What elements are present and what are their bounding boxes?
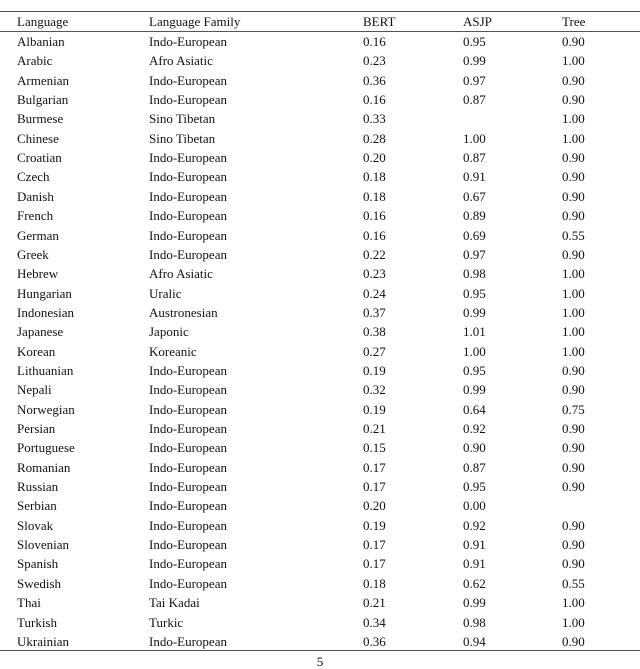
cell-asjp: 1.01 <box>463 324 486 340</box>
cell-tree: 0.90 <box>562 556 585 572</box>
cell-tree: 0.55 <box>562 227 585 243</box>
table-row <box>0 438 640 457</box>
cell-family: Indo-European <box>149 537 227 553</box>
cell-bert: 0.19 <box>363 517 386 533</box>
cell-family: Indo-European <box>149 208 227 224</box>
table-bottom-rule <box>0 650 640 651</box>
cell-family: Uralic <box>149 285 182 301</box>
cell-tree: 0.90 <box>562 537 585 553</box>
cell-tree: 0.55 <box>562 575 585 591</box>
header-asjp: ASJP <box>463 14 492 29</box>
cell-asjp: 0.91 <box>463 169 486 185</box>
cell-family: Afro Asiatic <box>149 53 213 69</box>
cell-asjp: 0.98 <box>463 614 486 630</box>
cell-bert: 0.19 <box>363 401 386 417</box>
cell-family: Indo-European <box>149 246 227 262</box>
cell-language: Croatian <box>17 150 62 166</box>
header-language: Language <box>17 14 69 29</box>
cell-language: Burmese <box>17 111 64 127</box>
cell-tree: 0.90 <box>562 150 585 166</box>
cell-tree: 0.90 <box>562 633 585 649</box>
cell-asjp: 0.99 <box>463 304 486 320</box>
header-bert: BERT <box>363 14 396 29</box>
cell-bert: 0.16 <box>363 92 386 108</box>
cell-tree: 0.90 <box>562 188 585 204</box>
cell-language: Arabic <box>17 53 53 69</box>
cell-asjp: 0.87 <box>463 150 486 166</box>
table-row <box>0 632 640 651</box>
table-row <box>0 400 640 419</box>
cell-asjp: 0.95 <box>463 362 486 378</box>
cell-language: Albanian <box>17 34 65 49</box>
table-row <box>0 109 640 128</box>
cell-tree: 1.00 <box>562 285 585 301</box>
table-row <box>0 148 640 167</box>
cell-tree: 1.00 <box>562 130 585 146</box>
cell-language: Chinese <box>17 130 59 146</box>
cell-family: Indo-European <box>149 150 227 166</box>
cell-family: Indo-European <box>149 227 227 243</box>
cell-bert: 0.15 <box>363 440 386 456</box>
cell-tree: 0.90 <box>562 479 585 495</box>
cell-tree: 0.90 <box>562 421 585 436</box>
cell-family: Indo-European <box>149 517 227 533</box>
cell-family: Indo-European <box>149 440 227 456</box>
cell-bert: 0.28 <box>363 130 386 146</box>
table-row <box>0 342 640 361</box>
table-row <box>0 554 640 573</box>
cell-tree: 0.90 <box>562 34 585 49</box>
cell-language: Czech <box>17 169 50 185</box>
table-row <box>0 574 640 593</box>
cell-family: Indo-European <box>149 34 227 49</box>
cell-language: Indonesian <box>17 304 75 320</box>
cell-language: Nepali <box>17 382 52 398</box>
table-row <box>0 477 640 496</box>
cell-bert: 0.16 <box>363 208 386 224</box>
cell-language: Lithuanian <box>17 362 74 378</box>
cell-bert: 0.27 <box>363 343 386 359</box>
cell-asjp: 1.00 <box>463 343 486 359</box>
cell-asjp: 0.98 <box>463 266 486 282</box>
cell-asjp: 0.90 <box>463 440 486 456</box>
cell-asjp: 0.87 <box>463 92 486 108</box>
cell-language: Portuguese <box>17 440 75 456</box>
cell-language: German <box>17 227 59 243</box>
cell-tree: 0.90 <box>562 362 585 378</box>
cell-tree: 1.00 <box>562 53 585 69</box>
header-language-family: Language Family <box>149 14 241 29</box>
cell-tree: 0.75 <box>562 401 585 417</box>
cell-family: Indo-European <box>149 498 227 514</box>
table-row <box>0 419 640 438</box>
cell-family: Sino Tibetan <box>149 111 216 127</box>
cell-family: Indo-European <box>149 479 227 495</box>
table-row <box>0 303 640 322</box>
cell-tree: 0.90 <box>562 382 585 398</box>
cell-bert: 0.32 <box>363 382 386 398</box>
cell-language: Ukrainian <box>17 633 69 649</box>
cell-asjp: 0.91 <box>463 537 486 553</box>
table-row <box>0 264 640 283</box>
cell-bert: 0.38 <box>363 324 386 340</box>
cell-tree: 0.90 <box>562 246 585 262</box>
cell-asjp: 0.92 <box>463 421 486 436</box>
cell-family: Indo-European <box>149 401 227 417</box>
cell-bert: 0.17 <box>363 459 386 475</box>
cell-family: Indo-European <box>149 575 227 591</box>
cell-language: Swedish <box>17 575 62 591</box>
cell-family: Indo-European <box>149 459 227 475</box>
cell-asjp: 1.00 <box>463 130 486 146</box>
cell-tree: 0.90 <box>562 92 585 108</box>
cell-family: Indo-European <box>149 92 227 108</box>
table-row <box>0 167 640 186</box>
cell-bert: 0.18 <box>363 575 386 591</box>
cell-family: Austronesian <box>149 304 218 320</box>
table-row <box>0 496 640 515</box>
cell-tree: 0.90 <box>562 517 585 533</box>
cell-language: Korean <box>17 343 56 359</box>
cell-asjp: 0.97 <box>463 72 486 88</box>
cell-bert: 0.36 <box>363 633 386 649</box>
cell-asjp: 0.95 <box>463 479 486 495</box>
cell-bert: 0.18 <box>363 169 386 185</box>
cell-asjp: 0.64 <box>463 401 486 417</box>
cell-language: Thai <box>17 595 41 611</box>
page-number: 5 <box>316 654 324 669</box>
cell-family: Indo-European <box>149 421 227 436</box>
cell-bert: 0.37 <box>363 304 386 320</box>
cell-bert: 0.23 <box>363 266 386 282</box>
cell-asjp: 0.95 <box>463 34 486 49</box>
cell-asjp: 0.87 <box>463 459 486 475</box>
cell-bert: 0.23 <box>363 53 386 69</box>
cell-bert: 0.17 <box>363 556 386 572</box>
cell-family: Indo-European <box>149 169 227 185</box>
cell-language: Persian <box>17 421 56 436</box>
cell-asjp: 0.99 <box>463 382 486 398</box>
cell-bert: 0.33 <box>363 111 386 127</box>
table-row <box>0 516 640 535</box>
table-row <box>0 613 640 632</box>
cell-asjp: 0.69 <box>463 227 486 243</box>
cell-family: Koreanic <box>149 343 197 359</box>
cell-asjp: 0.97 <box>463 246 486 262</box>
header-tree: Tree <box>562 14 586 29</box>
cell-asjp: 0.99 <box>463 53 486 69</box>
cell-language: Serbian <box>17 498 57 514</box>
cell-tree: 1.00 <box>562 304 585 320</box>
cell-bert: 0.19 <box>363 362 386 378</box>
cell-family: Indo-European <box>149 362 227 378</box>
cell-bert: 0.20 <box>363 498 386 514</box>
cell-tree: 0.90 <box>562 459 585 475</box>
table-row <box>0 535 640 554</box>
cell-bert: 0.21 <box>363 421 386 436</box>
cell-bert: 0.18 <box>363 188 386 204</box>
table-row <box>0 593 640 612</box>
cell-language: Russian <box>17 479 59 495</box>
table-row <box>0 129 640 148</box>
table-row <box>0 245 640 264</box>
cell-bert: 0.21 <box>363 595 386 611</box>
cell-tree: 1.00 <box>562 614 585 630</box>
cell-asjp: 0.99 <box>463 595 486 611</box>
cell-language: Spanish <box>17 556 59 572</box>
cell-language: Romanian <box>17 459 71 475</box>
cell-bert: 0.24 <box>363 285 386 301</box>
table-row <box>0 361 640 380</box>
cell-bert: 0.17 <box>363 537 386 553</box>
table-row <box>0 226 640 245</box>
cell-bert: 0.22 <box>363 246 386 262</box>
cell-language: Slovenian <box>17 537 69 553</box>
cell-language: Norwegian <box>17 401 75 417</box>
table-row <box>0 206 640 225</box>
cell-tree: 1.00 <box>562 266 585 282</box>
cell-asjp: 0.62 <box>463 575 486 591</box>
table-row <box>0 284 640 303</box>
cell-asjp: 0.89 <box>463 208 486 224</box>
cell-language: Japanese <box>17 324 64 340</box>
cell-family: Tai Kadai <box>149 595 200 611</box>
cell-language: Armenian <box>17 72 69 88</box>
cell-family: Sino Tibetan <box>149 130 216 146</box>
cell-language: Hebrew <box>17 266 59 282</box>
table-row <box>0 90 640 109</box>
cell-asjp: 0.91 <box>463 556 486 572</box>
cell-family: Indo-European <box>149 633 227 649</box>
table-row <box>0 51 640 70</box>
cell-family: Indo-European <box>149 556 227 572</box>
cell-tree: 0.90 <box>562 72 585 88</box>
cell-asjp: 0.00 <box>463 498 486 514</box>
cell-tree: 0.90 <box>562 169 585 185</box>
cell-tree: 1.00 <box>562 595 585 611</box>
cell-bert: 0.17 <box>363 479 386 495</box>
cell-bert: 0.16 <box>363 34 386 49</box>
cell-tree: 1.00 <box>562 343 585 359</box>
cell-family: Turkic <box>149 614 184 630</box>
cell-language: Bulgarian <box>17 92 69 108</box>
cell-language: Slovak <box>17 517 54 533</box>
cell-family: Indo-European <box>149 188 227 204</box>
cell-tree: 1.00 <box>562 324 585 340</box>
table-row <box>0 32 640 51</box>
cell-family: Indo-European <box>149 382 227 398</box>
table-row <box>0 380 640 399</box>
cell-asjp: 0.92 <box>463 517 486 533</box>
cell-language: Hungarian <box>17 285 72 301</box>
cell-asjp: 0.95 <box>463 285 486 301</box>
cell-family: Afro Asiatic <box>149 266 213 282</box>
cell-tree: 1.00 <box>562 111 585 127</box>
cell-bert: 0.20 <box>363 150 386 166</box>
cell-asjp: 0.94 <box>463 633 486 649</box>
cell-family: Indo-European <box>149 72 227 88</box>
cell-language: Greek <box>17 246 49 262</box>
cell-tree: 0.90 <box>562 208 585 224</box>
table-row <box>0 322 640 341</box>
table-row <box>0 71 640 90</box>
cell-language: Turkish <box>17 614 57 630</box>
table-header-row <box>0 12 640 31</box>
cell-asjp: 0.67 <box>463 188 486 204</box>
cell-bert: 0.34 <box>363 614 386 630</box>
cell-bert: 0.16 <box>363 227 386 243</box>
table-row <box>0 458 640 477</box>
cell-tree: 0.90 <box>562 440 585 456</box>
cell-family: Japonic <box>149 324 189 340</box>
cell-language: Danish <box>17 188 54 204</box>
cell-language: French <box>17 208 54 224</box>
cell-bert: 0.36 <box>363 72 386 88</box>
table-row <box>0 187 640 206</box>
